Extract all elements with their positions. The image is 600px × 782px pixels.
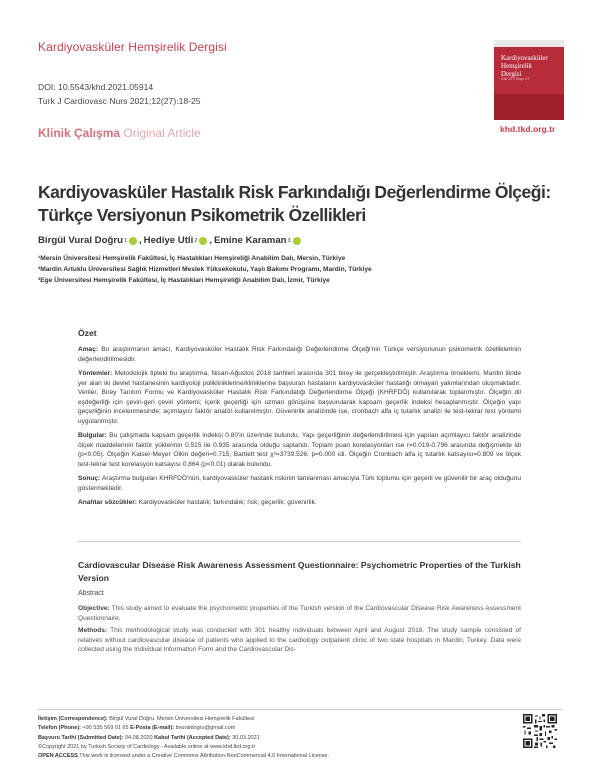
affiliation: ¹Mersin Üniversitesi Hemşirelik Fakültesi, İç Hastalıkları Hemşireliği Anabilim Dalı, Mersin, Türkiye xyxy=(38,255,346,262)
section-text: This methodological study was conducted with 301 healthy individuals between April and August 2018. The study sample consisted of relatives without cardiovascular disease of patients who applied to the cardiology outpatient clinic of two state hospitals in Mardin, Turkey. Data were collected using the Individual Information Form and the Cardiovascular Dis- xyxy=(78,627,521,653)
section-text: Bu araştırmanın amacı, Kardiyovasküler Hastalık Risk Farkındalığı Değerlendirme Ölçeği'nin Türkçe versiyonunun psikometrik özelliklerinin değerlendirilmesidir. xyxy=(78,346,521,363)
journal-name: Kardiyovasküler Hemşirelik Dergisi xyxy=(38,40,227,54)
footer-divider xyxy=(38,709,562,710)
contact-line xyxy=(38,724,508,733)
author-name: Birgül Vural Doğru xyxy=(38,235,123,246)
footer xyxy=(38,715,508,761)
author-sup: 1 xyxy=(123,237,127,244)
footer-label: Telefon (Phone): xyxy=(38,725,81,732)
license-line xyxy=(38,752,508,761)
section-label: Anahtar sözcükler: xyxy=(78,499,137,506)
footer-value: +90 535 569 01 65 xyxy=(80,725,131,732)
cover-stripe xyxy=(494,94,564,120)
journal-cover-image xyxy=(494,40,564,120)
author-sup: 3 xyxy=(287,237,291,244)
cover-title xyxy=(501,54,548,78)
section-text: Araştırma bulguları KHRFDÖ'nün, kardiyovasküler hastalık riskinin tanılanması amacıyla Türk toplumu için geçerli ve güvenilir bir araç olduğunu göstermektedir. xyxy=(78,475,521,492)
abstract-section xyxy=(78,369,521,426)
section-label: Sonuç: xyxy=(78,475,101,482)
author xyxy=(38,235,142,246)
abstract-heading: Özet xyxy=(78,328,97,338)
section-text: Bu çalışmada kapsam geçerlik indeksi 0.80'in üzerinde bulundu. Yapı geçerliğinin değerlendirilmesi için yapılan açımlayıcı faktör analizinde ölçek maddelerinin faktör yüklerinin 0.515 ile 0.935 arasında olduğu saptandı. Toplam puan korelasyonları ise r=0.019-0.796 arasında değişmekte idi (p<0.05). Ölçeğin Kaiser-Meyer Olkin değeri=0.715, Bartlett test χ²=3739.526; p=0.000 idi. Ölçeğin Cronbach alfa iç tutarlık katsayısı=0.809 ve ölçek test-tekrar test korelasyon katsayısı 0.864 (p<0.01) olarak bulundu. xyxy=(78,432,521,468)
abstract-section xyxy=(78,626,521,655)
email-link[interactable]: bvuraldogru@gmail.com xyxy=(174,725,236,732)
footer-label: Başvuru Tarihi (Submitted Date): xyxy=(38,734,124,741)
author-name: Emine Karaman xyxy=(214,235,287,246)
footer-label: E-Posta (E-mail): xyxy=(130,725,175,732)
footer-value: 04.08.2020 xyxy=(123,734,155,741)
abstract-section xyxy=(78,604,521,623)
abstract-en-heading: Abstract xyxy=(78,590,104,597)
citation: Turk J Cardiovasc Nurs 2021;12(27):18-25 xyxy=(38,96,201,106)
footer-label: Kabul Tarihi (Accepted Date): xyxy=(154,734,231,741)
author xyxy=(144,235,212,246)
orcid-icon[interactable] xyxy=(199,237,207,245)
open-access-label: OPEN ACCESS xyxy=(38,753,78,760)
correspondence-line xyxy=(38,715,508,724)
orcid-icon[interactable] xyxy=(293,237,301,245)
cover-title-line1: Kardiyovasküler xyxy=(501,54,548,62)
dates-line xyxy=(38,734,508,743)
abstract-section xyxy=(78,345,521,364)
article-title: Kardiyovasküler Hastalık Risk Farkındalığı Değerlendirme Ölçeği: Türkçe Versiyonun Psikometrik Özellikleri xyxy=(38,182,551,225)
author-name: Hediye Utli xyxy=(143,235,194,246)
footer-label: İletişim (Correspondence): xyxy=(38,716,108,722)
abstract-section xyxy=(78,431,521,469)
section-text: Metodolojik tipteki bu araştırma, Nisan-Ağustos 2018 tarihleri arasında 301 birey ile gerçekleştirilmiştir. Araştırma örneklemi, Mardin ilinde yer alan iki devlet hastanesinin kardiyoloji polikliniklerine/kliniklerine başvuran hastaların kardiyovasküler hastalığı olmayan yakınlarından oluşmaktadır. Veriler, Birey Tanıtım Formu ve Kardiyovasküler Hastalık Risk Farkındalığı Değerlendirme Ölçeği (KHRFDÖ) kullanılarak toplanmıştır. Ölçeğin dil eşdeğerliği için çeviri-geri çeviri yöntemi; içerik geçerliği için uzman görüşüne başvurularak kapsam geçerlik indeksi hesaplanmıştır. Ölçeğin yapı geçerliğinin incelenmesinde; açımlayıcı faktör analizi kullanılmıştır. Güvenirlik analizinde ise, cronbach alfa iç tutarlık analizi ile test-tekrar test yöntemi uygulanmıştır. xyxy=(78,370,521,425)
section-label: Methods: xyxy=(78,627,108,634)
affiliation: ²Mardin Artuklu Üniversitesi Sağlık Hizmetleri Meslek Yüksekokulu, Yaşlı Bakımı Programı, Mardin, Türkiye xyxy=(38,266,372,273)
section-text: This study aimed to evaluate the psychometric properties of the Turkish version of the Cardiovascular Disease Risk Awareness Assessment Questionnaire. xyxy=(78,605,521,622)
section-label: Yöntemler: xyxy=(78,370,113,377)
qr-code-icon[interactable] xyxy=(523,714,557,748)
divider xyxy=(78,541,521,542)
cover-subtitle: Cilt 12 • Sayı 27 xyxy=(501,76,530,81)
doi[interactable]: DOI: 10.5543/khd.2021.05914 xyxy=(38,82,154,92)
cover-title-line3: Dergisi xyxy=(501,70,522,78)
section-text: Kardiyovasküler hastalık; farkındalık; risk; geçerlik; güvenirlik. xyxy=(136,499,317,506)
footer-value: This work is licensed under a Creative Commons Attribution-NonCommercial 4.0 International License. xyxy=(77,753,330,760)
abstract-en xyxy=(78,604,521,658)
affiliation: ³Ege Üniversitesi Hemşirelik Fakültesi, İç Hastalıkları Hemşireliği Anabilim Dalı, İzmir, Türkiye xyxy=(38,277,330,284)
section-label: Bulgular: xyxy=(78,432,107,439)
footer-value: Birgül Vural Doğru. Mersin Üniversitesi Hemşirelik Fakültesi xyxy=(107,716,255,722)
author-sup: 2 xyxy=(194,237,198,244)
article-type xyxy=(38,126,201,140)
orcid-icon[interactable] xyxy=(129,237,137,245)
copyright-line: ©Copyright 2021 by Turkish Society of Cardiology - Available online at www.khd.tkd.org.tr xyxy=(38,743,256,750)
author-separator: , xyxy=(139,235,142,246)
article-type-tr: Klinik Çalışma xyxy=(38,126,121,140)
section-label: Amaç: xyxy=(78,346,99,353)
cover-title-line2: Hemşirelik xyxy=(501,62,533,70)
article-type-en: Original Article xyxy=(123,126,201,140)
journal-site-link[interactable]: khd.tkd.org.tr xyxy=(500,124,556,134)
author xyxy=(214,235,303,246)
section-label: Objective: xyxy=(78,605,110,612)
author-separator: , xyxy=(209,235,212,246)
abstract-section xyxy=(78,474,521,493)
footer-value: 30.03.2021 xyxy=(230,734,260,741)
keywords xyxy=(78,498,521,508)
abstract-tr xyxy=(78,328,521,513)
english-title: Cardiovascular Disease Risk Awareness Assessment Questionnaire: Psychometric Properties of the Turkish Version xyxy=(78,560,521,583)
cover-band xyxy=(494,40,564,47)
author-list xyxy=(38,235,303,246)
